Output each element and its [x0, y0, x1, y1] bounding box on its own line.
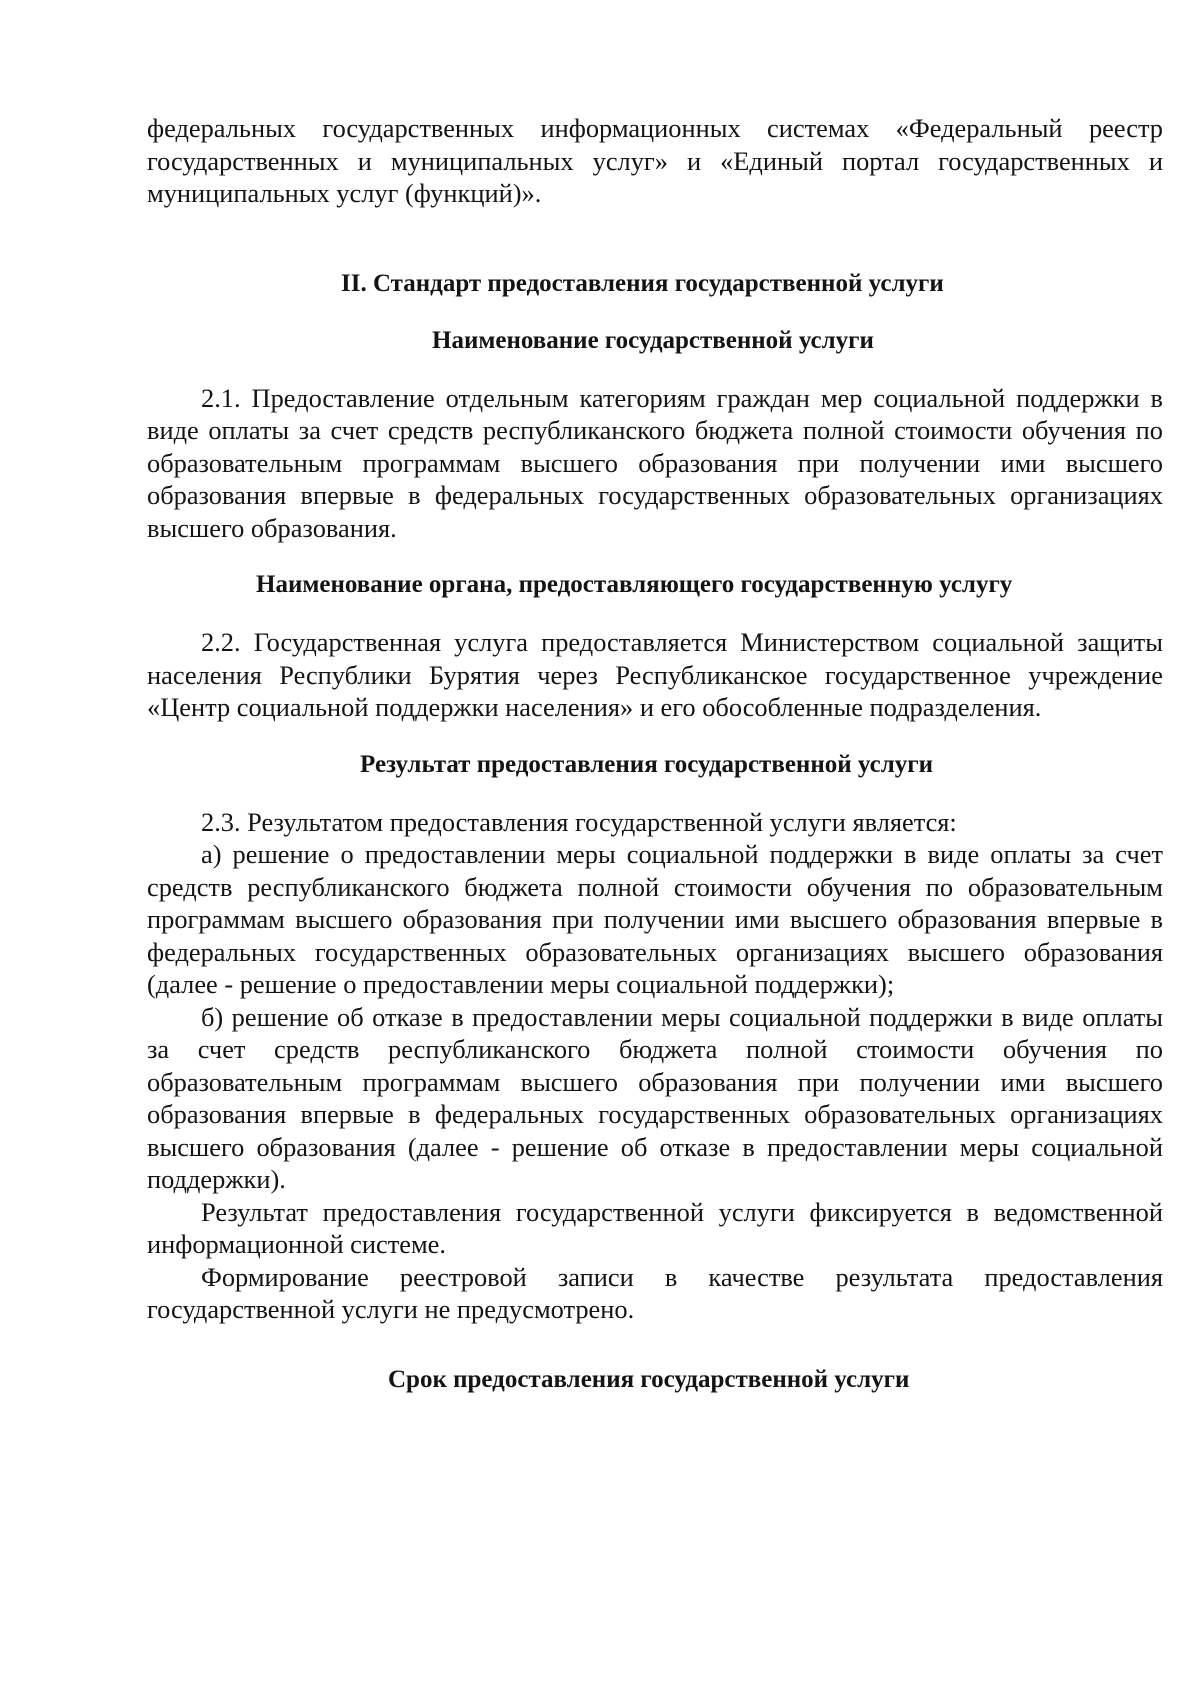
heading-service-name: Наименование государственной услуги	[432, 326, 874, 354]
paragraph-2-3: 2.3. Результатом предоставления государственной услуги является:	[201, 806, 957, 837]
document-body	[147, 112, 1163, 1396]
paragraph-registry: Формирование реестровой записи в качестве результата предоставления государственной услуги не предусмотрено.	[147, 1261, 1163, 1324]
intro-paragraph: федеральных государственных информационных системах «Федеральный реестр государственных и муниципальных услуг» и «Единый портал государственных и муниципальных услуг (функций)».	[147, 113, 1163, 208]
heading-result: Результат предоставления государственной услуги	[360, 750, 933, 778]
heading-authority-name: Наименование органа, предоставляющего государственную услугу	[256, 571, 1013, 598]
paragraph-2-3-a: а) решение о предоставлении меры социальной поддержки в виде оплаты за счет средств республиканского бюджета полной стоимости обучения по образовательным программам высшего образования при получении ими высшего образования впервые в федеральных государственных образовательных организациях высшего образования (далее - решение о предоставлении меры социальной поддержки);	[147, 839, 1163, 999]
section-title: II. Стандарт предоставления государственной услуги	[341, 269, 944, 297]
paragraph-2-2: 2.2. Государственная услуга предоставляется Министерством социальной защиты населения Республики Бурятия через Республиканское государственное учреждение «Центр социальной поддержки населения» и его обособленные подразделения.	[147, 627, 1163, 722]
paragraph-2-1: 2.1. Предоставление отдельным категориям граждан мер социальной поддержки в виде оплаты за счет средств республиканского бюджета полной стоимости обучения по образовательным программам высшего образования при получении ими высшего образования впервые в федеральных государственных образовательных организациях высшего образования.	[147, 382, 1163, 543]
paragraph-2-3-b: б) решение об отказе в предоставлении меры социальной поддержки в виде оплаты за счет средств республиканского бюджета полной стоимости обучения по образовательным программам высшего образования при получении ими высшего образования впервые в федеральных государственных образовательных организациях высшего образования (далее - решение об отказе в предоставлении меры социальной поддержки).	[147, 1001, 1163, 1194]
paragraph-result-fixed: Результат предоставления государственной услуги фиксируется в ведомственной информационной системе.	[147, 1196, 1163, 1259]
heading-term: Срок предоставления государственной услуги	[388, 1365, 910, 1393]
